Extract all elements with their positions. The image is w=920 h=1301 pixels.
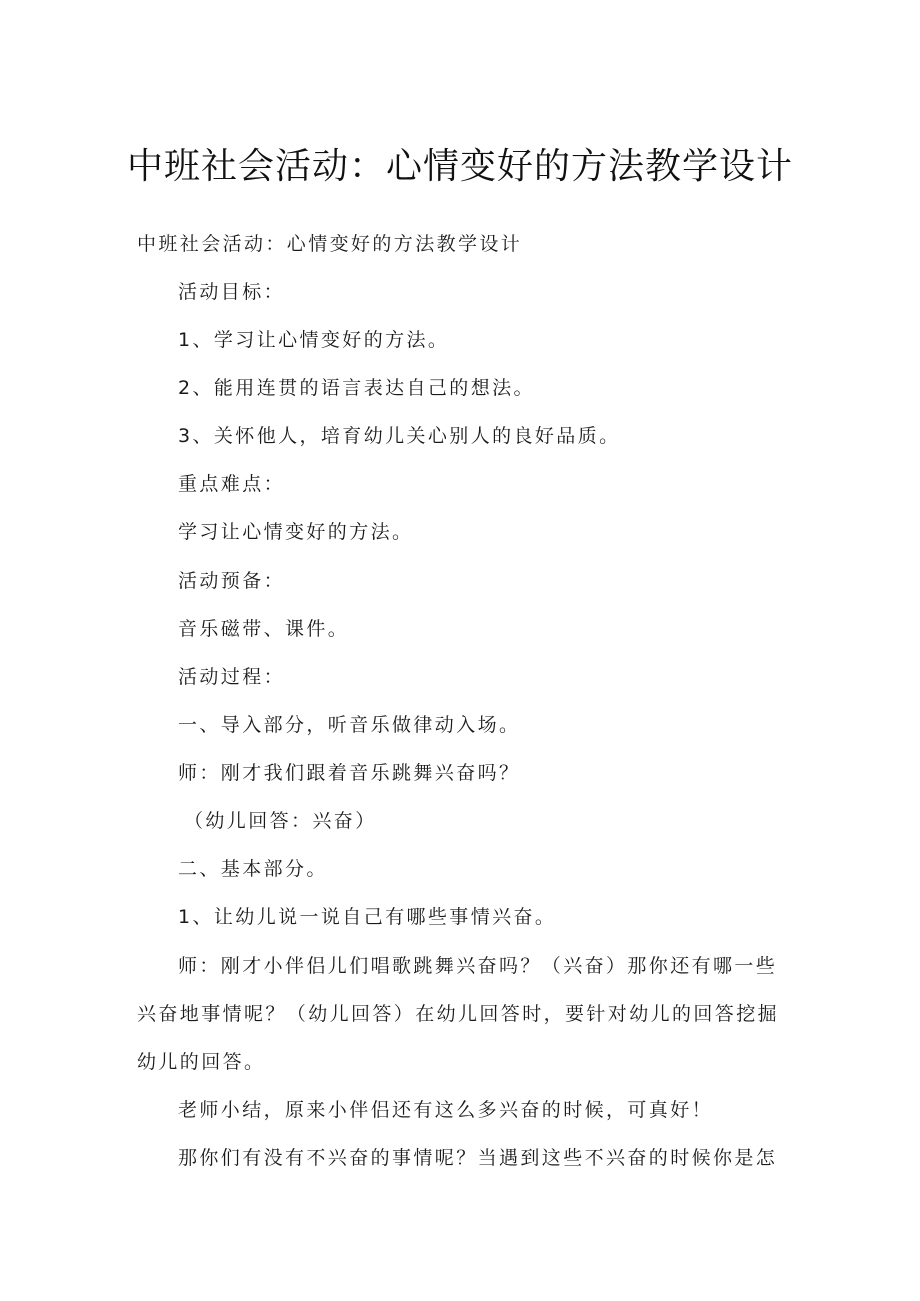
text-line: 1、让幼儿说一说自己有哪些事情兴奋。 [178, 906, 557, 928]
document-title: 中班社会活动：心情变好的方法教学设计 [126, 146, 793, 187]
text-line: 重点难点： [178, 473, 286, 495]
text-line: 师：刚才我们跟着音乐跳舞兴奋吗？ [178, 762, 521, 784]
text-line: 活动过程： [178, 666, 286, 688]
text-line: 老师小结，原来小伴侣还有这么多兴奋的时候，可真好！ [178, 1099, 714, 1121]
text-line: 活动目标： [178, 281, 286, 303]
text-line: 学习让心情变好的方法。 [178, 521, 414, 543]
text-line: 1、学习让心情变好的方法。 [178, 329, 450, 351]
text-line: 中班社会活动：心情变好的方法教学设计 [137, 233, 523, 255]
text-line: 二、基本部分。 [178, 858, 328, 880]
text-line: 2、能用连贯的语言表达自己的想法。 [178, 377, 535, 399]
text-line: 3、关怀他人，培育幼儿关心别人的良好品质。 [178, 425, 621, 447]
text-line: 幼儿的回答。 [137, 1051, 266, 1073]
text-line: （幼儿回答：兴奋） [184, 810, 377, 832]
text-line: 音乐磁带、课件。 [178, 618, 350, 640]
text-line: 兴奋地事情呢？（幼儿回答）在幼儿回答时，要针对幼儿的回答挖掘 [137, 1003, 780, 1025]
text-line: 一、导入部分，听音乐做律动入场。 [178, 714, 521, 736]
text-line: 那你们有没有不兴奋的事情呢？当遇到这些不兴奋的时候你是怎 [178, 1147, 778, 1169]
text-line: 活动预备： [178, 570, 286, 592]
text-line: 师：刚才小伴侣儿们唱歌跳舞兴奋吗？（兴奋）那你还有哪一些 [178, 955, 778, 977]
